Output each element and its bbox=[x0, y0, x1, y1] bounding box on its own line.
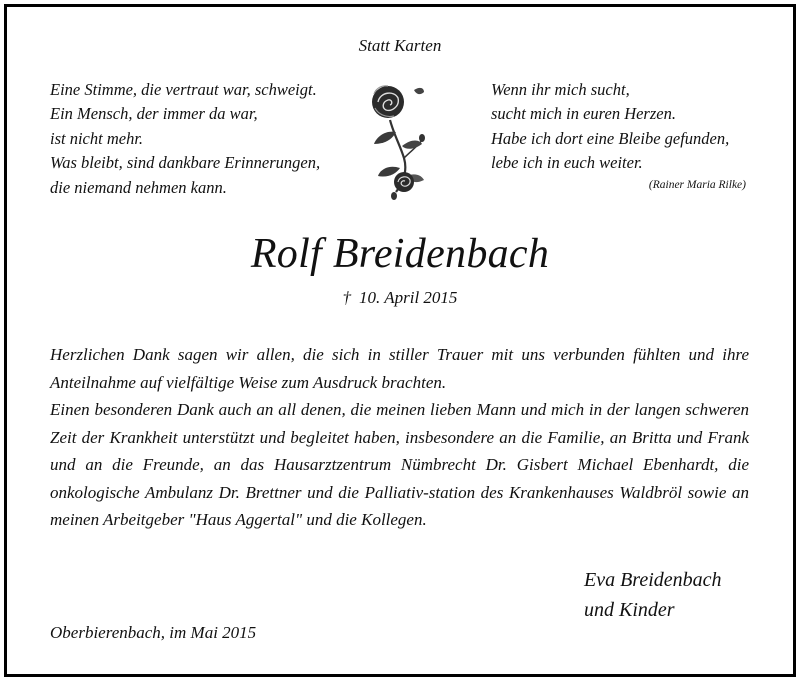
thank-you-paragraph: Herzlichen Dank sagen wir allen, die sich in stiller Trauer mit uns verbunden fühlten und ihre Anteilnahme auf vielfältige Weise zum Ausdruck brachten. bbox=[50, 345, 749, 392]
poem-left-line: Ein Mensch, der immer da war, bbox=[50, 104, 258, 124]
thank-you-text bbox=[50, 341, 749, 534]
signature bbox=[584, 565, 722, 625]
poem-left bbox=[50, 78, 320, 200]
signature-family: und Kinder bbox=[584, 599, 675, 621]
poem-left-line: Eine Stimme, die vertraut war, schweigt. bbox=[50, 80, 317, 99]
death-date: 10. April 2015 bbox=[359, 288, 458, 307]
poem-right-line: sucht mich in euren Herzen. bbox=[491, 104, 676, 124]
signature-name: Eva Breidenbach bbox=[584, 569, 722, 591]
place-and-date: Oberbierenbach, im Mai 2015 bbox=[50, 623, 257, 642]
poem-attribution: (Rainer Maria Rilke) bbox=[648, 179, 746, 191]
deceased-name: Rolf Breidenbach bbox=[250, 231, 550, 277]
thank-you-paragraph: Einen besonderen Dank auch an all denen, die meinen lieben Mann und mich in der langen schweren Zeit der Krankheit unterstützt und begleitet haben, insbesondere an die Familie, an Britta und Frank und an die Freunde, an das Hausarztzentrum Nümbrecht Dr. Gisbert Michael Ebenhardt, die onkologische Ambulanz Dr. Brettner und die Palliativ-station des Krankenhauses Waldbröl sowie an meinen Arbeitgeber "Haus Aggertal" und die Kollegen. bbox=[50, 400, 749, 529]
cross-symbol: † bbox=[342, 288, 352, 307]
poem-right-line: Wenn ihr mich sucht, bbox=[491, 80, 630, 99]
header-statt-karten: Statt Karten bbox=[358, 36, 442, 55]
death-date-line bbox=[0, 288, 800, 308]
rose-icon bbox=[366, 80, 426, 204]
poem-right-line: Habe ich dort eine Bleibe gefunden, bbox=[491, 128, 730, 148]
poem-left-line: die niemand nehmen kann. bbox=[50, 177, 227, 197]
poem-right-line: lebe ich in euch weiter. bbox=[491, 153, 643, 173]
poem-left-line: ist nicht mehr. bbox=[50, 128, 144, 148]
poem-right bbox=[491, 78, 729, 176]
poem-left-line: Was bleibt, sind dankbare Erinnerungen, bbox=[50, 153, 321, 173]
